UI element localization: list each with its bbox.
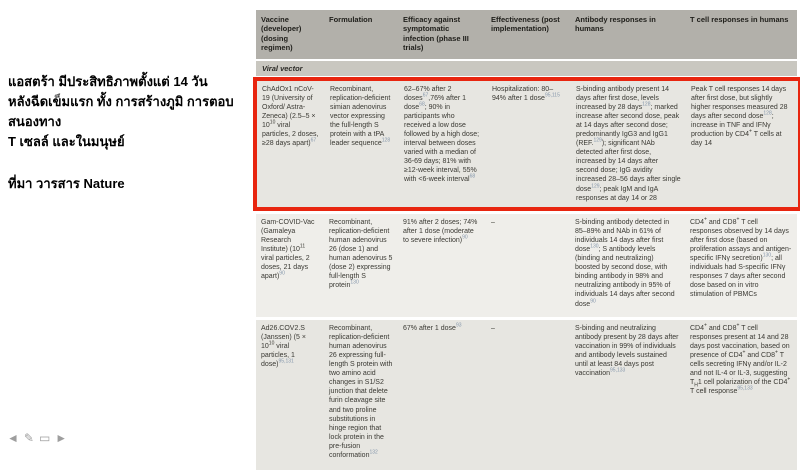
slide-annotation <box>8 72 240 194</box>
cell-tcell: Peak T cell responses 14 days after first dose, but slightly higher responses measured 28 days after second dose$^{128}$; increase in TNF and IFNγ production by CD4+ T cells at day 14 <box>686 81 798 207</box>
column-header-effectiveness: Effectiveness (post implementation) <box>491 15 560 34</box>
table-row-ad26cov2s <box>256 320 797 470</box>
annotation-line-1: แอสตร้า มีประสิทธิภาพตั้งแต่ 14 วัน <box>8 74 208 89</box>
slideshow-controls <box>7 431 67 445</box>
vaccine-table <box>256 10 797 473</box>
cell-vaccine: Gam-COVID-Vac (Gamaleya Research Institute) ($10^{11}$ viral particles, 2 doses, 21 days apart)$^{90}$ <box>256 214 324 317</box>
section-row-viral-vector: Viral vector <box>256 61 797 76</box>
cell-efficacy: 62–67% after 2 doses$^{67}$,76% after 1 dose$^{68}$; 90% in participants who received a low dose followed by a high dose; interval between doses varied with a median of 36-69 days; 81% with ≥12-week interval, 55% with <6-week interval$^{68}$ <box>399 81 487 207</box>
cell-tcell: CD4+ and CD8+ T cell responses observed by 14 days after first dose (based on proliferation assays and antigen-specific IFNγ secretion)$^{130}$; all individuals had S-specific IFNγ responses 7 days after second dose based on in vitro stimulation of PBMCs <box>685 214 797 317</box>
column-header-efficacy: Efficacy against symptomatic infection (phase III trials) <box>403 15 469 53</box>
table-row-gam-covid-vac <box>256 214 797 317</box>
cell-tcell: CD4+ and CD8+ T cell responses present at 14 and 28 days post vaccination, based on presence of CD4+ and CD8+ T cells secreting IFNγ and/or IL-2 and not IL-4 or IL-3, suggesting $T_H1$ cell polarization of the CD4+ T cell response$^{95,133}$ <box>685 320 797 470</box>
cell-efficacy: 91% after 2 doses; 74% after 1 dose (moderate to severe infection)$^{90}$ <box>398 214 486 317</box>
cell-efficacy: 67% after 1 dose$^{93}$ <box>398 320 486 470</box>
annotation-line-2: หลังฉีดเข็มแรก ทั้ง การสร้างภูมิ การตอบสนองทาง <box>8 94 234 130</box>
previous-slide-icon[interactable]: ◄ <box>7 431 19 445</box>
table-row-chadox1 <box>257 81 796 207</box>
annotation-line-3: T เซลล์ และในมนุษย์ <box>8 134 125 150</box>
pen-icon[interactable]: ✎ <box>23 431 34 445</box>
slideshow-menu-icon[interactable]: ▭ <box>38 431 51 445</box>
cell-formulation: Recombinant, replication-deficient simian adenovirus vector expressing the full-length S protein with a tPA leader sequence$^{128}$ <box>325 81 399 207</box>
table-header-row <box>256 10 797 59</box>
cell-effectiveness: Hospitalization: 80–94% after 1 dose$^{95,115}$ <box>487 81 571 207</box>
cell-antibody: S-binding antibody detected in 85–89% and NAb in 61% of individuals 14 days after first dose$^{130}$; S antibody levels (binding and neutralizing) boosted by second dose, with binding antibody in 98% and neutralizing antibody in 95% of individuals 14 days after second dose$^{90}$ <box>570 214 685 317</box>
column-header-antibody: Antibody responses in humans <box>575 15 656 34</box>
column-header-vaccine: Vaccine (developer) (dosing regimen) <box>261 15 302 53</box>
cell-effectiveness: – <box>486 214 570 317</box>
annotation-source: ที่มา วารสาร Nature <box>8 175 125 191</box>
cell-effectiveness: – <box>486 320 570 470</box>
cell-formulation: Recombinant, replication-deficient human adenovirus 26 expressing full-length S protein with two amino acid changes in S1/S2 junction that delete furin cleavage site and two proline substitutions in hinge region that lock protein in the pre-fusion conformation$^{132}$ <box>324 320 398 470</box>
next-slide-icon[interactable]: ► <box>55 431 68 445</box>
highlight-box <box>253 77 800 211</box>
cell-formulation: Recombinant, replication-deficient human adenovirus 26 (dose 1) and human adenovirus 5 (dose 2) expressing full-length S protein$^{130}$ <box>324 214 398 317</box>
cell-vaccine: ChAdOx1 nCoV-19 (University of Oxford/ Astra-Zeneca) ($2.5-5 \times 10^{10}$ viral particles, 2 doses, ≥28 days apart)$^{67}$ <box>257 81 325 207</box>
column-header-tcell: T cell responses in humans <box>690 15 789 24</box>
cell-antibody: S-binding and neutralizing antibody present by 28 days after vaccination in 99% of individuals and antibody levels sustained until at least 84 days post vaccination$^{95,133}$ <box>570 320 685 470</box>
cell-antibody: S-binding antibody present 14 days after first dose, levels increased by 28 days$^{128}$; marked increase after second dose, peak at 14 days after second dose; predominantly IgG3 and IgG1 (REF.$^{129}$); significant NAb detected after first dose, increased by 14 days after second dose; IgG avidity increased 28–56 days after single dose$^{129}$; peak IgM and IgA responses at day 14 or 28 <box>571 81 686 207</box>
cell-vaccine: Ad26.COV2.S (Janssen) ($5 \times 10^{10}$ viral particles, 1 dose)$^{95,131}$ <box>256 320 324 470</box>
column-header-formulation: Formulation <box>329 15 373 24</box>
